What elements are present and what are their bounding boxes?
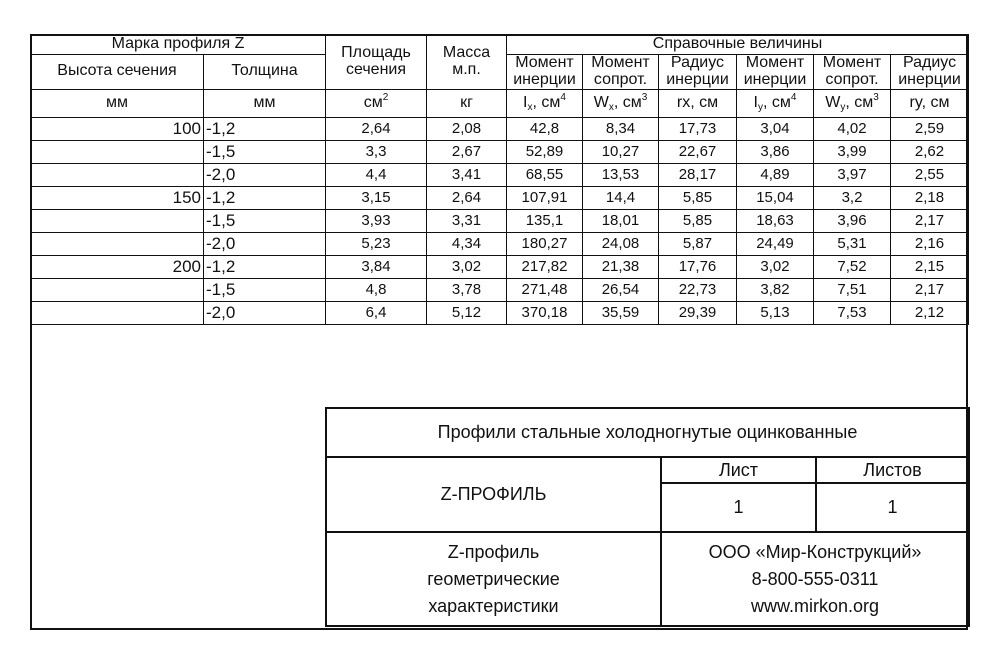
cell-mass: 2,64 bbox=[427, 186, 507, 209]
cell-wy: 5,31 bbox=[814, 232, 891, 255]
cell-wy: 3,2 bbox=[814, 186, 891, 209]
cell-wx: 24,08 bbox=[583, 232, 659, 255]
cell-ix: 135,1 bbox=[507, 209, 583, 232]
table-row bbox=[31, 140, 969, 163]
cell-iy: 3,02 bbox=[737, 255, 814, 278]
cell-ix: 52,89 bbox=[507, 140, 583, 163]
cell-iy: 3,04 bbox=[737, 117, 814, 140]
cell-area: 4,8 bbox=[326, 278, 427, 301]
company-phone: 8-800-555-0311 bbox=[751, 568, 879, 589]
sheets-count: 1 bbox=[816, 483, 969, 532]
cell-ix: 68,55 bbox=[507, 163, 583, 186]
cell-iy: 3,86 bbox=[737, 140, 814, 163]
cell-wx: 8,34 bbox=[583, 117, 659, 140]
sheets-label: Листов bbox=[816, 457, 969, 483]
table-row bbox=[31, 232, 969, 255]
area-header: Площадь сечения bbox=[326, 35, 427, 90]
reference-column-header: Радиус инерции bbox=[891, 55, 969, 90]
table-row bbox=[31, 117, 969, 140]
cell-ry: 2,16 bbox=[891, 232, 969, 255]
cell-height bbox=[31, 209, 204, 232]
cell-height: 150 bbox=[31, 186, 204, 209]
cell-ry: 2,62 bbox=[891, 140, 969, 163]
table-row bbox=[31, 278, 969, 301]
cell-wx: 21,38 bbox=[583, 255, 659, 278]
cell-thickness: -2,0 bbox=[204, 232, 326, 255]
cell-height: 100 bbox=[31, 117, 204, 140]
company-info bbox=[661, 532, 969, 626]
cell-thickness: -1,2 bbox=[204, 117, 326, 140]
cell-wx: 14,4 bbox=[583, 186, 659, 209]
cell-mass: 3,02 bbox=[427, 255, 507, 278]
profile-characteristics-table bbox=[30, 34, 969, 325]
cell-iy: 5,13 bbox=[737, 301, 814, 324]
cell-ry: 2,59 bbox=[891, 117, 969, 140]
cell-wy: 3,97 bbox=[814, 163, 891, 186]
cell-height bbox=[31, 232, 204, 255]
cell-ry: 2,15 bbox=[891, 255, 969, 278]
height-header: Высота сечения bbox=[31, 55, 204, 90]
reference-column-header: Момент инерции bbox=[737, 55, 814, 90]
cell-rx: 29,39 bbox=[659, 301, 737, 324]
cell-wy: 7,52 bbox=[814, 255, 891, 278]
cell-ix: 217,82 bbox=[507, 255, 583, 278]
cell-area: 4,4 bbox=[326, 163, 427, 186]
cell-mass: 2,08 bbox=[427, 117, 507, 140]
height-unit: мм bbox=[31, 89, 204, 117]
iy-unit: $I_y$, $см^4$ bbox=[737, 89, 814, 117]
cell-rx: 22,67 bbox=[659, 140, 737, 163]
title-block-name: Z-ПРОФИЛЬ bbox=[326, 457, 661, 532]
cell-rx: 17,76 bbox=[659, 255, 737, 278]
cell-rx: 22,73 bbox=[659, 278, 737, 301]
cell-wx: 13,53 bbox=[583, 163, 659, 186]
cell-mass: 4,34 bbox=[427, 232, 507, 255]
table-row bbox=[31, 163, 969, 186]
cell-ix: 370,18 bbox=[507, 301, 583, 324]
cell-wx: 35,59 bbox=[583, 301, 659, 324]
thickness-header: Толщина bbox=[204, 55, 326, 90]
cell-ix: 180,27 bbox=[507, 232, 583, 255]
cell-thickness: -1,5 bbox=[204, 140, 326, 163]
cell-wy: 4,02 bbox=[814, 117, 891, 140]
reference-column-header: Момент сопрот. bbox=[583, 55, 659, 90]
title-block bbox=[325, 407, 970, 627]
cell-wx: 18,01 bbox=[583, 209, 659, 232]
table-row bbox=[31, 186, 969, 209]
cell-area: 5,23 bbox=[326, 232, 427, 255]
cell-rx: 17,73 bbox=[659, 117, 737, 140]
cell-rx: 5,85 bbox=[659, 186, 737, 209]
cell-wy: 3,96 bbox=[814, 209, 891, 232]
cell-height bbox=[31, 278, 204, 301]
cell-area: 3,93 bbox=[326, 209, 427, 232]
cell-area: 3,84 bbox=[326, 255, 427, 278]
cell-area: 3,15 bbox=[326, 186, 427, 209]
cell-thickness: -1,2 bbox=[204, 255, 326, 278]
cell-ix: 42,8 bbox=[507, 117, 583, 140]
cell-height bbox=[31, 301, 204, 324]
cell-ry: 2,12 bbox=[891, 301, 969, 324]
area-unit: $см^2$ bbox=[326, 89, 427, 117]
reference-column-header: Радиус инерции bbox=[659, 55, 737, 90]
cell-ix: 107,91 bbox=[507, 186, 583, 209]
cell-iy: 24,49 bbox=[737, 232, 814, 255]
table-row bbox=[31, 255, 969, 278]
cell-area: 6,4 bbox=[326, 301, 427, 324]
mass-unit: кг bbox=[427, 89, 507, 117]
cell-thickness: -1,5 bbox=[204, 209, 326, 232]
cell-ix: 271,48 bbox=[507, 278, 583, 301]
rx-unit: rx, см bbox=[659, 89, 737, 117]
cell-wx: 26,54 bbox=[583, 278, 659, 301]
table-row bbox=[31, 301, 969, 324]
cell-iy: 15,04 bbox=[737, 186, 814, 209]
cell-ry: 2,17 bbox=[891, 209, 969, 232]
cell-thickness: -2,0 bbox=[204, 301, 326, 324]
cell-height: 200 bbox=[31, 255, 204, 278]
company-website: www.mirkon.org bbox=[750, 595, 880, 616]
title-block-description bbox=[326, 532, 661, 626]
cell-height bbox=[31, 140, 204, 163]
description-line: геометрические bbox=[427, 568, 560, 589]
cell-height bbox=[31, 163, 204, 186]
cell-ry: 2,18 bbox=[891, 186, 969, 209]
cell-rx: 5,85 bbox=[659, 209, 737, 232]
description-line: Z-профиль bbox=[447, 541, 540, 562]
cell-wy: 7,53 bbox=[814, 301, 891, 324]
cell-ry: 2,17 bbox=[891, 278, 969, 301]
wx-unit: $W_x$, $см^3$ bbox=[583, 89, 659, 117]
wy-unit: $W_y$, $см^3$ bbox=[814, 89, 891, 117]
company-name: ООО «Мир-Конструкций» bbox=[708, 541, 922, 562]
profile-mark-header: Марка профиля Z bbox=[31, 35, 326, 55]
cell-iy: 3,82 bbox=[737, 278, 814, 301]
cell-thickness: -2,0 bbox=[204, 163, 326, 186]
cell-area: 3,3 bbox=[326, 140, 427, 163]
cell-area: 2,64 bbox=[326, 117, 427, 140]
cell-iy: 4,89 bbox=[737, 163, 814, 186]
cell-wy: 7,51 bbox=[814, 278, 891, 301]
ix-unit: $I_x$, $см^4$ bbox=[507, 89, 583, 117]
cell-iy: 18,63 bbox=[737, 209, 814, 232]
cell-thickness: -1,2 bbox=[204, 186, 326, 209]
thickness-unit: мм bbox=[204, 89, 326, 117]
mass-header: Масса м.п. bbox=[427, 35, 507, 90]
ry-unit: ry, см bbox=[891, 89, 969, 117]
cell-rx: 28,17 bbox=[659, 163, 737, 186]
reference-column-header: Момент инерции bbox=[507, 55, 583, 90]
cell-mass: 3,78 bbox=[427, 278, 507, 301]
title-block-title: Профили стальные холодногнутые оцинкованные bbox=[326, 408, 969, 457]
cell-mass: 3,41 bbox=[427, 163, 507, 186]
cell-mass: 2,67 bbox=[427, 140, 507, 163]
cell-mass: 5,12 bbox=[427, 301, 507, 324]
table-row bbox=[31, 209, 969, 232]
cell-ry: 2,55 bbox=[891, 163, 969, 186]
cell-thickness: -1,5 bbox=[204, 278, 326, 301]
description-line: характеристики bbox=[428, 595, 559, 616]
cell-rx: 5,87 bbox=[659, 232, 737, 255]
cell-mass: 3,31 bbox=[427, 209, 507, 232]
cell-wx: 10,27 bbox=[583, 140, 659, 163]
reference-column-header: Момент сопрот. bbox=[814, 55, 891, 90]
sheet-label: Лист bbox=[661, 457, 816, 483]
reference-values-header: Справочные величины bbox=[507, 35, 969, 55]
sheet-number: 1 bbox=[661, 483, 816, 532]
cell-wy: 3,99 bbox=[814, 140, 891, 163]
